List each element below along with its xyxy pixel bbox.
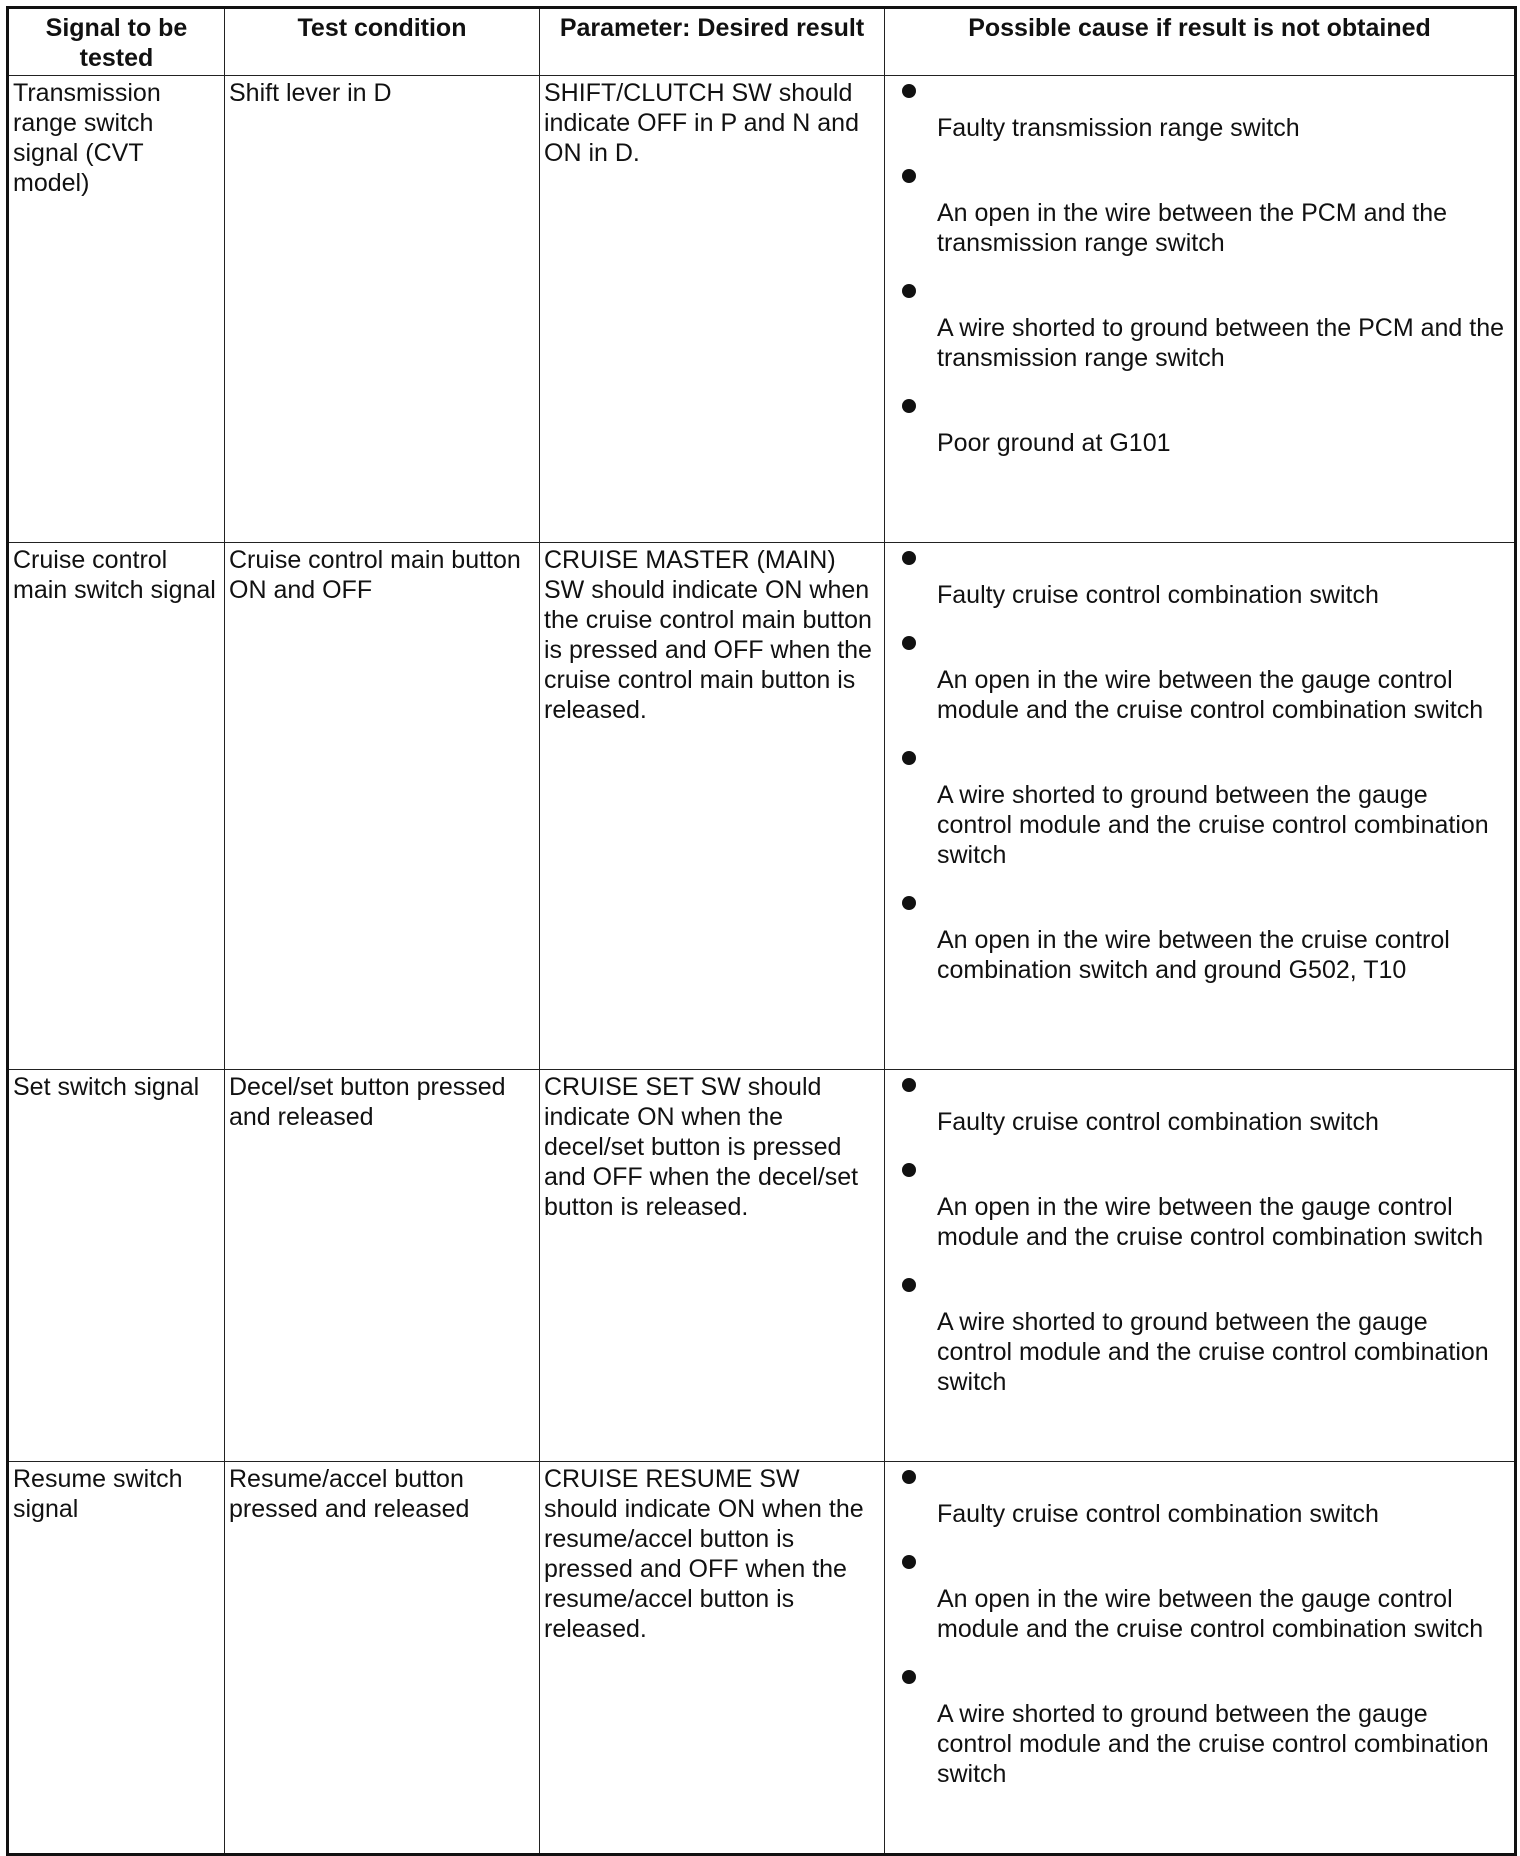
cause-text: An open in the wire between the gauge control module and the cruise control combination switch <box>937 1585 1484 1643</box>
cause-text: Faulty transmission range switch <box>937 114 1300 142</box>
bullet-icon <box>902 1555 916 1569</box>
cause-text: A wire shorted to ground between the gauge control module and the cruise control combination switch <box>937 1308 1489 1396</box>
cause-item <box>885 391 1514 476</box>
header-condition: Test condition <box>225 8 540 76</box>
cause-item <box>885 1270 1514 1415</box>
cause-item <box>885 888 1514 1003</box>
cause-item <box>885 543 1514 628</box>
cause-text: A wire shorted to ground between the gauge control module and the cruise control combination switch <box>937 1700 1489 1788</box>
table-row <box>8 543 1516 1070</box>
header-signal: Signal to be tested <box>8 8 225 76</box>
signal-cell: Cruise control main switch signal <box>8 543 225 1070</box>
bullet-icon <box>902 636 916 650</box>
bullet-icon <box>902 169 916 183</box>
signal-test-table <box>6 6 1517 1856</box>
signal-cell: Transmission range switch signal (CVT model) <box>8 76 225 543</box>
condition-cell: Shift lever in D <box>225 76 540 543</box>
bullet-icon <box>902 551 916 565</box>
cause-item <box>885 743 1514 888</box>
table-header-row <box>8 8 1516 76</box>
cause-item <box>885 1070 1514 1155</box>
cause-text: A wire shorted to ground between the PCM and the transmission range switch <box>937 314 1505 372</box>
signal-cell: Resume switch signal <box>8 1462 225 1855</box>
causes-cell <box>885 76 1516 543</box>
cause-text: Faulty cruise control combination switch <box>937 1108 1379 1136</box>
cause-list <box>885 1070 1514 1415</box>
cause-item <box>885 1547 1514 1662</box>
header-parameter: Parameter: Desired result <box>540 8 885 76</box>
condition-cell: Cruise control main button ON and OFF <box>225 543 540 1070</box>
header-causes: Possible cause if result is not obtained <box>885 8 1516 76</box>
cause-text: A wire shorted to ground between the gauge control module and the cruise control combination switch <box>937 781 1489 869</box>
cause-text: An open in the wire between the gauge control module and the cruise control combination switch <box>937 1193 1484 1251</box>
parameter-cell: SHIFT/CLUTCH SW should indicate OFF in P and N and ON in D. <box>540 76 885 543</box>
cause-text: An open in the wire between the gauge control module and the cruise control combination switch <box>937 666 1484 724</box>
cause-item <box>885 1155 1514 1270</box>
cause-item <box>885 276 1514 391</box>
cause-item <box>885 1462 1514 1547</box>
condition-cell: Decel/set button pressed and released <box>225 1070 540 1462</box>
bullet-icon <box>902 284 916 298</box>
cause-item <box>885 76 1514 161</box>
bullet-icon <box>902 1670 916 1684</box>
condition-cell: Resume/accel button pressed and released <box>225 1462 540 1855</box>
cause-list <box>885 76 1514 476</box>
cause-text: Poor ground at G101 <box>937 429 1171 457</box>
bullet-icon <box>902 399 916 413</box>
causes-cell <box>885 1070 1516 1462</box>
cause-text: An open in the wire between the PCM and the transmission range switch <box>937 199 1448 257</box>
cause-list <box>885 543 1514 1003</box>
bullet-icon <box>902 896 916 910</box>
cause-item <box>885 161 1514 276</box>
bullet-icon <box>902 84 916 98</box>
table-row <box>8 1070 1516 1462</box>
bullet-icon <box>902 1078 916 1092</box>
parameter-cell: CRUISE SET SW should indicate ON when the decel/set button is pressed and OFF when the decel/set button is released. <box>540 1070 885 1462</box>
bullet-icon <box>902 751 916 765</box>
parameter-cell: CRUISE MASTER (MAIN) SW should indicate ON when the cruise control main button is pressed and OFF when the cruise control main button is released. <box>540 543 885 1070</box>
table-row <box>8 76 1516 543</box>
cause-item <box>885 628 1514 743</box>
bullet-icon <box>902 1470 916 1484</box>
bullet-icon <box>902 1163 916 1177</box>
bullet-icon <box>902 1278 916 1292</box>
cause-text: An open in the wire between the cruise control combination switch and ground G502, T10 <box>937 926 1450 984</box>
cause-list <box>885 1462 1514 1807</box>
cause-text: Faulty cruise control combination switch <box>937 1500 1379 1528</box>
causes-cell <box>885 543 1516 1070</box>
causes-cell <box>885 1462 1516 1855</box>
parameter-cell: CRUISE RESUME SW should indicate ON when the resume/accel button is pressed and OFF when the resume/accel button is released. <box>540 1462 885 1855</box>
table-row <box>8 1462 1516 1855</box>
cause-item <box>885 1662 1514 1807</box>
cause-text: Faulty cruise control combination switch <box>937 581 1379 609</box>
signal-cell: Set switch signal <box>8 1070 225 1462</box>
